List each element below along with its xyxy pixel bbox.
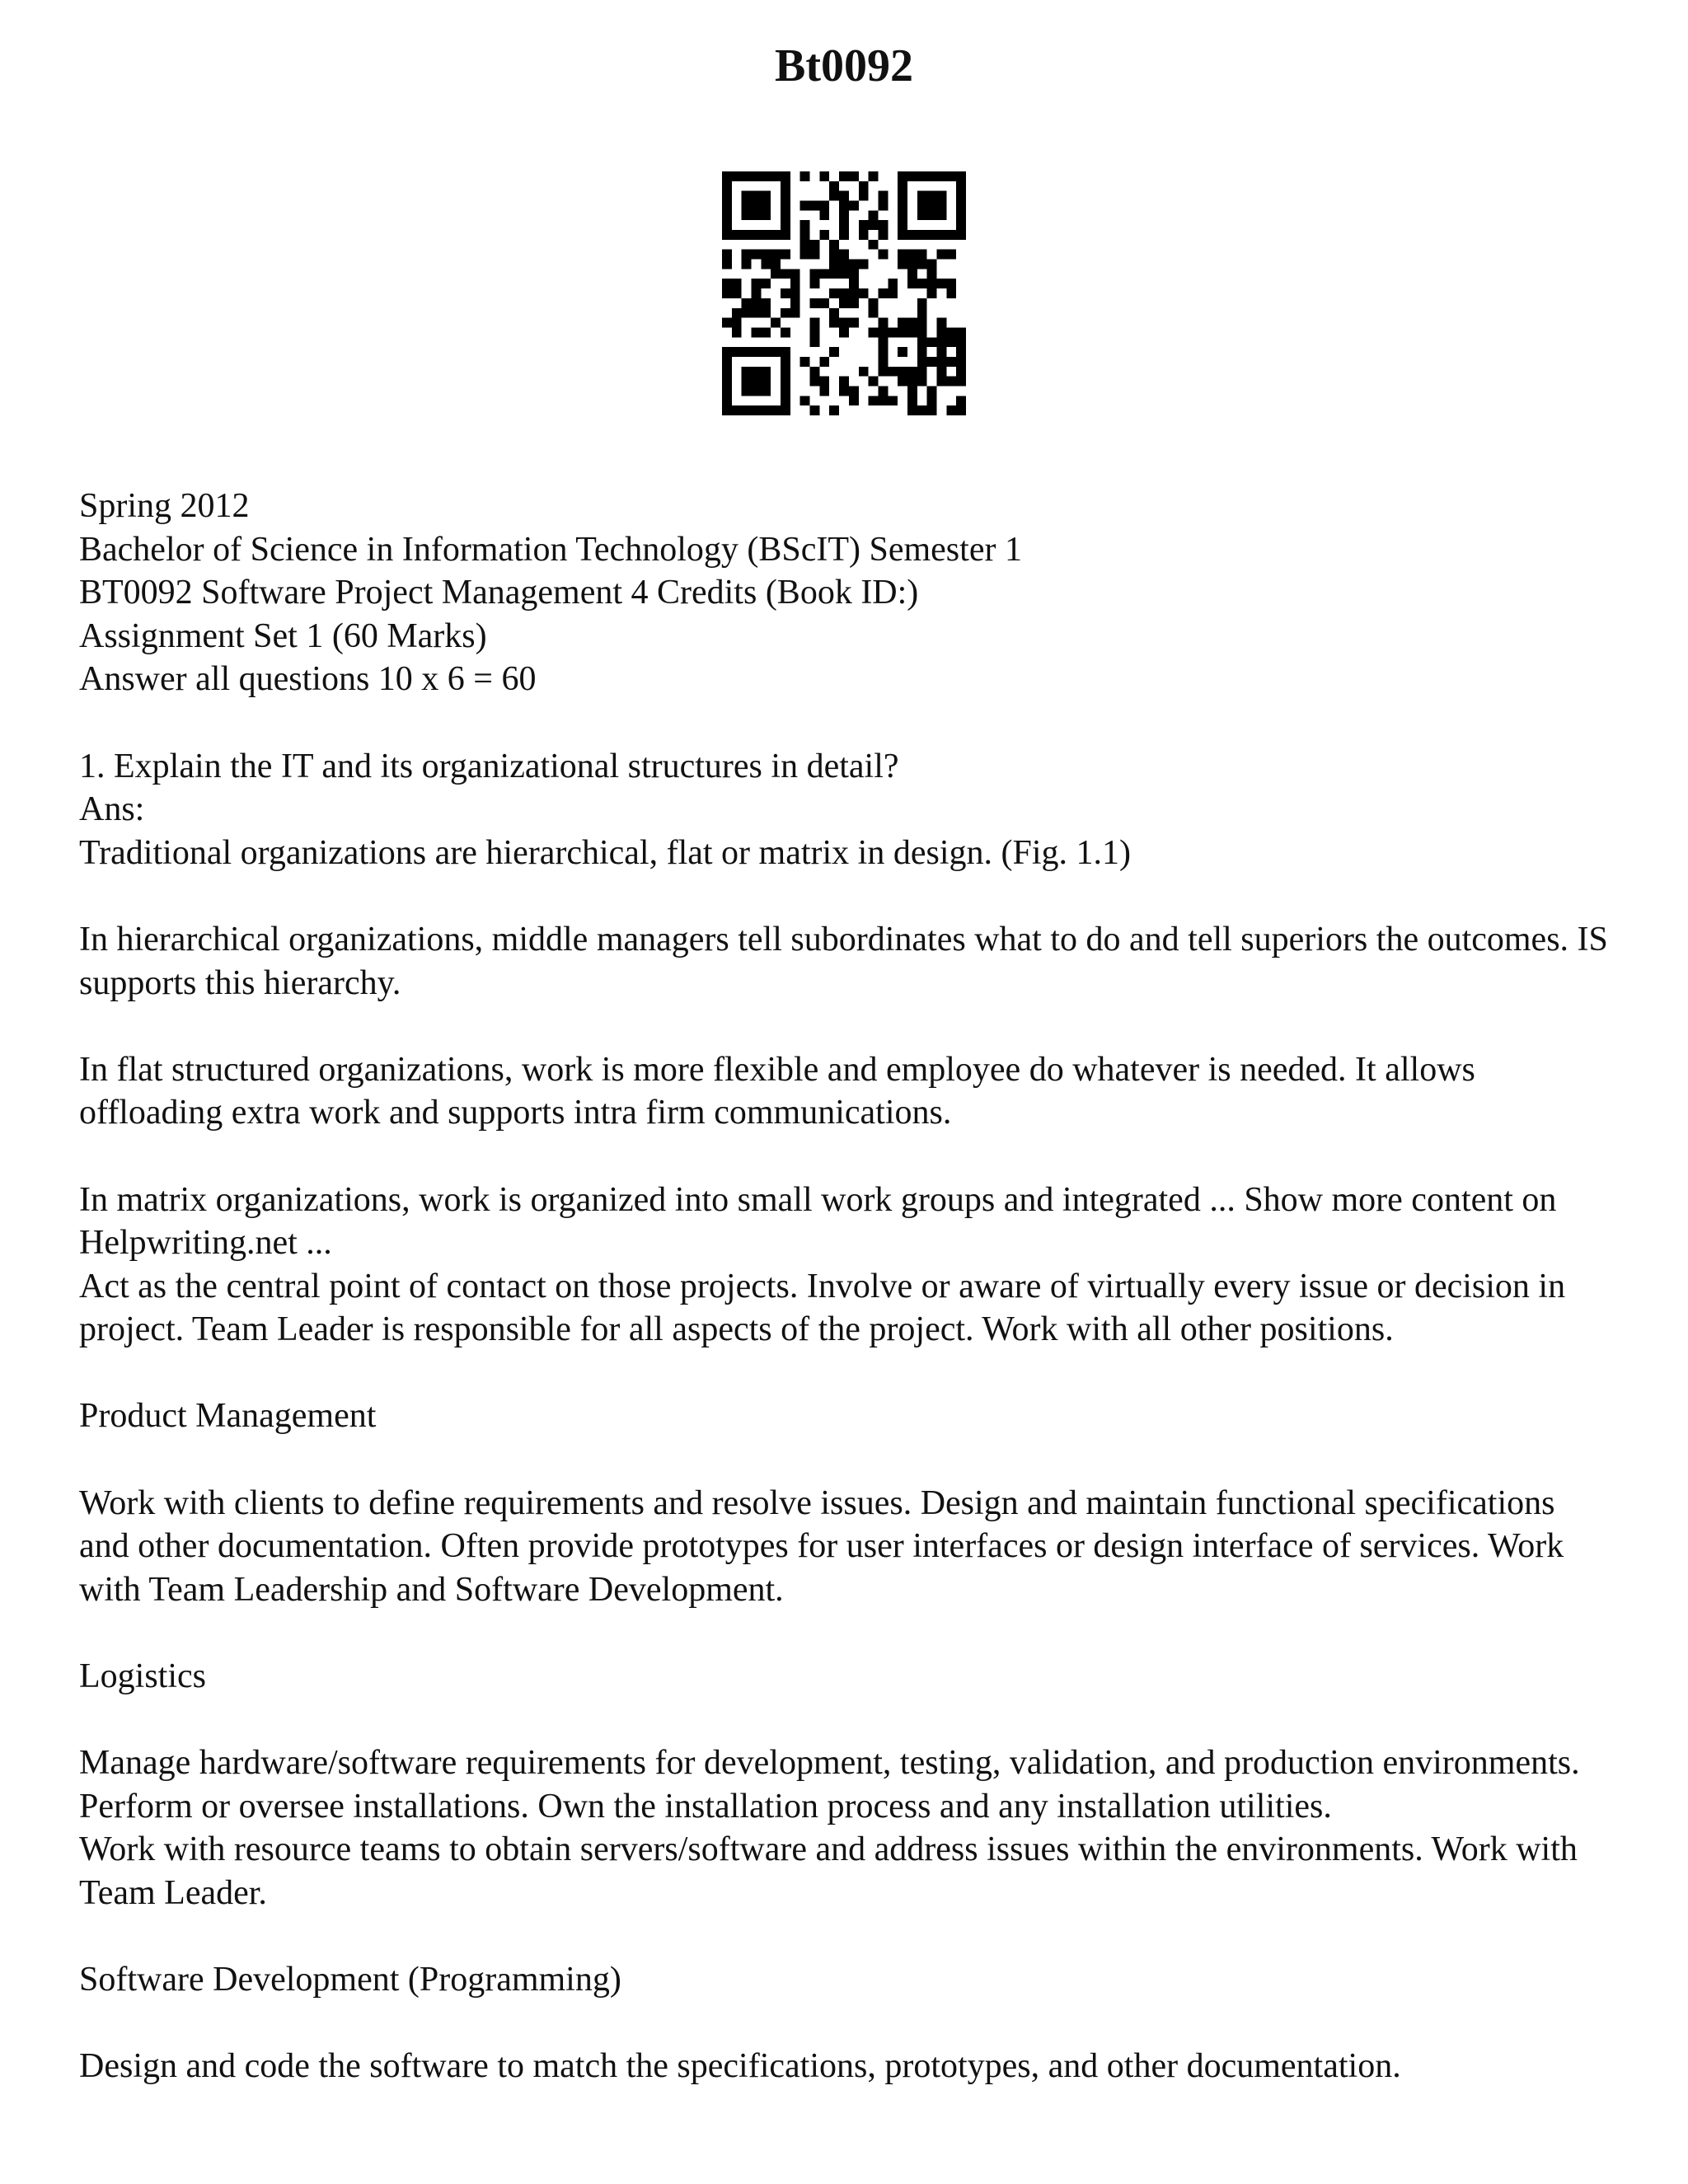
question-block [79,745,1612,875]
header-block [79,485,1612,701]
answer-paragraph: Traditional organizations are hierarchical, flat or matrix in design. (Fig. 1.1) [79,833,1131,872]
section-heading: Logistics [79,1657,206,1696]
answer-paragraph: In hierarchical organizations, middle managers tell subordinates what to do and tell superiors the outcomes. IS supports this hierarchy. [79,920,1608,1002]
header-line-course: BT0092 Software Project Management 4 Credits (Book ID:) [79,574,919,612]
answer-label: Ans: [79,790,145,829]
section-heading: Software Development (Programming) [79,1961,621,1999]
answer-paragraph: Work with clients to define requirements and resolve issues. Design and maintain functional specifications and other documentation. Often provide prototypes for user interfaces or design interface of services. Work with Team Leadership and Software Development. [79,1483,1564,1609]
header-line-program: Bachelor of Science in Information Technology (BScIT) Semester 1 [79,530,1022,569]
header-line-instructions: Answer all questions 10 x 6 = 60 [79,660,537,699]
answer-paragraph: Work with resource teams to obtain servers/software and address issues within the environments. Work with Team Leader. [79,1830,1578,1912]
answer-paragraph: Design and code the software to match the specifications, prototypes, and other documentation. [79,2047,1401,2086]
section-heading: Product Management [79,1397,377,1436]
document-body [79,485,1612,2132]
answer-paragraph: Manage hardware/software requirements for development, testing, validation, and production environments. Perform or oversee installations. Own the installation process and any installation utilities. [79,1744,1580,1825]
question-text: 1. Explain the IT and its organizational structures in detail? [79,747,899,785]
header-line-assignment: Assignment Set 1 (60 Marks) [79,616,487,655]
answer-paragraph: Act as the central point of contact on those projects. Involve or aware of virtually every issue or decision in project. Team Leader is responsible for all aspects of the project. Work with all other positions. [79,1267,1566,1349]
header-line-term: Spring 2012 [79,487,250,525]
document-title: Bt0092 [775,40,913,91]
qr-code-icon [722,171,966,415]
answer-paragraph: In flat structured organizations, work is more flexible and employee do whatever is needed. It allows offloading extra work and supports intra firm communications. [79,1050,1475,1132]
answer-paragraph: In matrix organizations, work is organized into small work groups and integrated ... Show more content on Helpwriting.net ... [79,1180,1557,1263]
